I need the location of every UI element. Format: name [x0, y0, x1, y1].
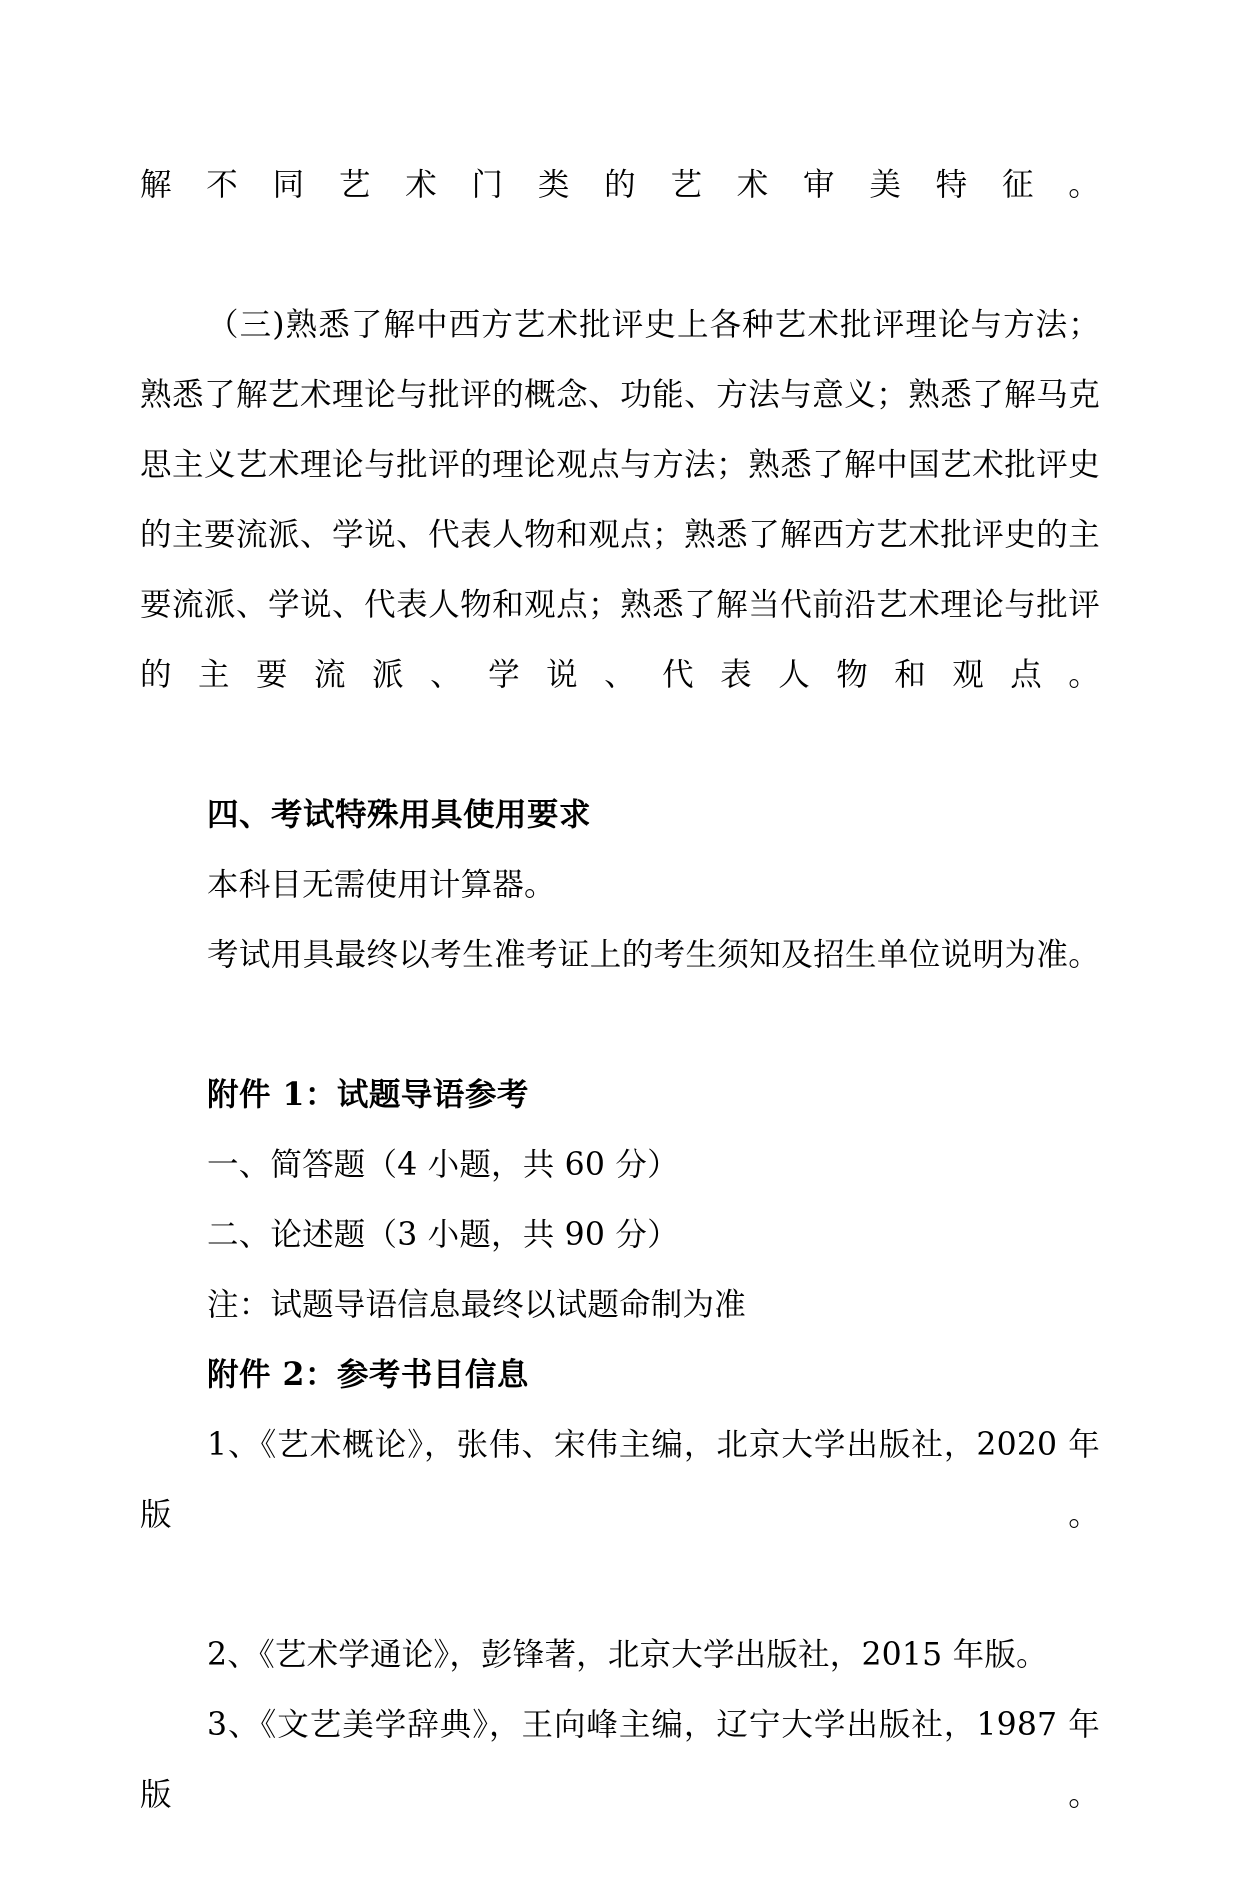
paragraph-item-three: （三)熟悉了解中西方艺术批评史上各种艺术批评理论与方法；熟悉了解艺术理论与批评的概念、功能、方法与意义；熟悉了解马克思主义艺术理论与批评的理论观点与方法；熟悉了解中国艺术批评史的主要流派、学说、代表人物和观点；熟悉了解西方艺术批评史的主要流派、学说、代表人物和观点；熟悉了解当代前沿艺术理论与批评的主要流派、学说、代表人物和观点。 [140, 307, 1100, 693]
document-text-column [140, 150, 1100, 1900]
reference-book-item-3: 3、《文艺美学辞典》，王向峰主编，辽宁大学出版社，1987 年版。 [140, 1707, 1100, 1813]
question-type-1-line: 一、简答题（4 小题，共 60 分） [207, 1147, 679, 1183]
exam-tools-note-paragraph: 考试用具最终以考生准考证上的考生须知及招生单位说明为准。 [207, 937, 1100, 973]
reference-book-item-1: 1、《艺术概论》，张伟、宋伟主编，北京大学出版社，2020 年版。 [140, 1427, 1100, 1533]
reference-book-item-2: 2、《艺术学通论》，彭锋著，北京大学出版社，2015 年版。 [207, 1637, 1048, 1673]
calculator-note-paragraph: 本科目无需使用计算器。 [207, 867, 556, 903]
continuation-paragraph: 解不同艺术门类的艺术审美特征。 [140, 167, 1100, 203]
question-note-line: 注：试题导语信息最终以试题命制为准 [207, 1287, 746, 1323]
section-four-heading: 四、考试特殊用具使用要求 [207, 796, 592, 833]
appendix-1-heading: 附件 1：试题导语参考 [207, 1076, 529, 1113]
appendix-2-heading: 附件 2：参考书目信息 [207, 1356, 529, 1393]
question-type-2-line: 二、论述题（3 小题，共 90 分） [207, 1217, 679, 1253]
